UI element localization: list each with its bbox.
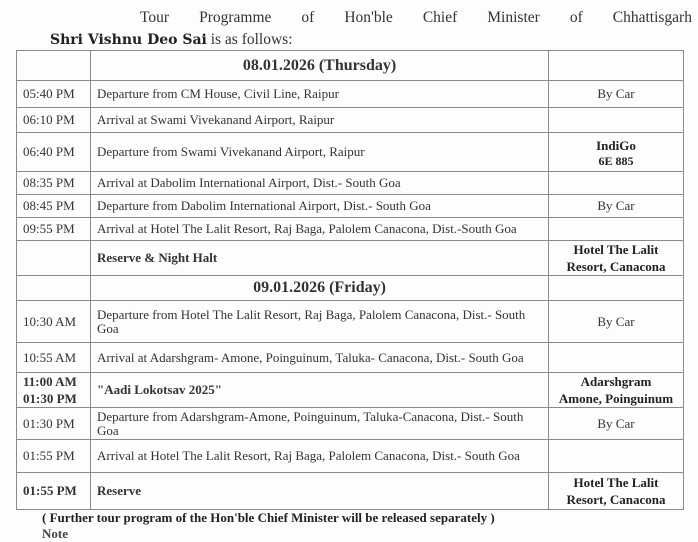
table-row (17, 172, 684, 195)
minister-name: Shri Vishnu Deo Sai (50, 32, 207, 48)
time-cell: 08:45 PM (17, 195, 91, 218)
heading-word: of (569, 9, 583, 26)
table-row (17, 408, 684, 440)
table-row (17, 373, 684, 408)
date-heading: 09.01.2026 (Friday) (91, 276, 549, 301)
flight-carrier: IndiGo (596, 137, 636, 153)
event-cell: Arrival at Swami Vivekanand Airport, Raipur (91, 108, 549, 133)
mode-cell (549, 172, 684, 195)
heading-line-2 (50, 31, 293, 49)
event-cell: "Aadi Lokotsav 2025" (91, 373, 549, 408)
mode-cell: By Car (549, 408, 684, 440)
venue-sub: Amone, Poinguinum (558, 391, 674, 406)
halt-location-sub: Resort, Canacona (566, 492, 666, 507)
halt-location-sub: Resort, Canacona (566, 259, 666, 274)
event-cell: Departure from Swami Vivekanand Airport, Raipur (91, 133, 549, 172)
time-cell: 09:55 PM (17, 218, 91, 241)
date-row (17, 51, 684, 81)
date-heading: 08.01.2026 (Thursday) (91, 51, 549, 81)
table-row (17, 218, 684, 241)
mode-cell: By Car (549, 81, 684, 108)
time-cell (17, 241, 91, 276)
table-row (17, 241, 684, 276)
event-cell: Arrival at Hotel The Lalit Resort, Raj Baga, Palolem Canacona, Dist.- South Goa (91, 440, 549, 473)
table-row (17, 108, 684, 133)
event-cell: Departure from Adarshgram-Amone, Poinguinum, Taluka-Canacona, Dist.- South Goa (91, 408, 549, 440)
tour-programme-table (16, 50, 684, 510)
venue: Adarshgram (580, 374, 652, 389)
heading-word: of (301, 9, 315, 26)
time-cell: 01:55 PM (17, 473, 91, 510)
heading-word: Programme (199, 9, 272, 26)
halt-location: Hotel The Lalit (573, 242, 659, 257)
heading-word: Hon'ble (344, 9, 393, 26)
heading-word: Minister (487, 9, 540, 26)
event-cell: Arrival at Dabolim International Airport, Dist.- South Goa (91, 172, 549, 195)
time-cell: 08:35 PM (17, 172, 91, 195)
time-cell: 10:30 AM (17, 301, 91, 343)
event-cell: Reserve & Night Halt (91, 241, 549, 276)
event-cell: Departure from Hotel The Lalit Resort, Raj Baga, Palolem Canacona, Dist.- South Goa (91, 301, 549, 343)
time-cell: 01:30 PM (17, 408, 91, 440)
mode-cell: By Car (549, 301, 684, 343)
time-cell: 05:40 PM (17, 81, 91, 108)
mode-cell (549, 133, 684, 172)
time-cell (17, 373, 91, 408)
event-cell: Arrival at Adarshgram- Amone, Poinguinum, Taluka- Canacona, Dist.- South Goa (91, 343, 549, 373)
table-row (17, 473, 684, 510)
date-row (17, 276, 684, 301)
mode-cell (549, 473, 684, 510)
event-cell: Departure from Dabolim International Airport, Dist.- South Goa (91, 195, 549, 218)
mode-cell (549, 373, 684, 408)
heading-line-1 (140, 9, 692, 27)
time-cell: 01:55 PM (17, 440, 91, 473)
table-row (17, 301, 684, 343)
mode-cell (549, 218, 684, 241)
event-cell: Departure from CM House, Civil Line, Raipur (91, 81, 549, 108)
table-row (17, 195, 684, 218)
mode-cell (549, 343, 684, 373)
end-time: 01:30 PM (23, 391, 77, 406)
table-row (17, 440, 684, 473)
footer-note: ( Further tour program of the Hon'ble Chief Minister will be released separately ) (42, 510, 495, 525)
mode-cell (549, 440, 684, 473)
start-time: 11:00 AM (23, 374, 77, 389)
halt-location: Hotel The Lalit (573, 475, 659, 490)
flight-number: 6E 885 (598, 153, 634, 168)
heading-word: Chhattisgarh (612, 9, 692, 26)
table-row (17, 343, 684, 373)
event-cell: Reserve (91, 473, 549, 510)
table-row (17, 81, 684, 108)
mode-cell: By Car (549, 195, 684, 218)
heading-suffix: is as follows: (206, 31, 293, 48)
mode-cell (549, 108, 684, 133)
heading-word: Chief (422, 9, 458, 26)
table-row (17, 133, 684, 172)
mode-cell (549, 241, 684, 276)
time-cell: 06:10 PM (17, 108, 91, 133)
note-fragment: Note (42, 526, 68, 541)
event-cell: Arrival at Hotel The Lalit Resort, Raj Baga, Palolem Canacona, Dist.-South Goa (91, 218, 549, 241)
time-cell: 10:55 AM (17, 343, 91, 373)
heading-word: Tour (140, 9, 170, 26)
time-cell: 06:40 PM (17, 133, 91, 172)
